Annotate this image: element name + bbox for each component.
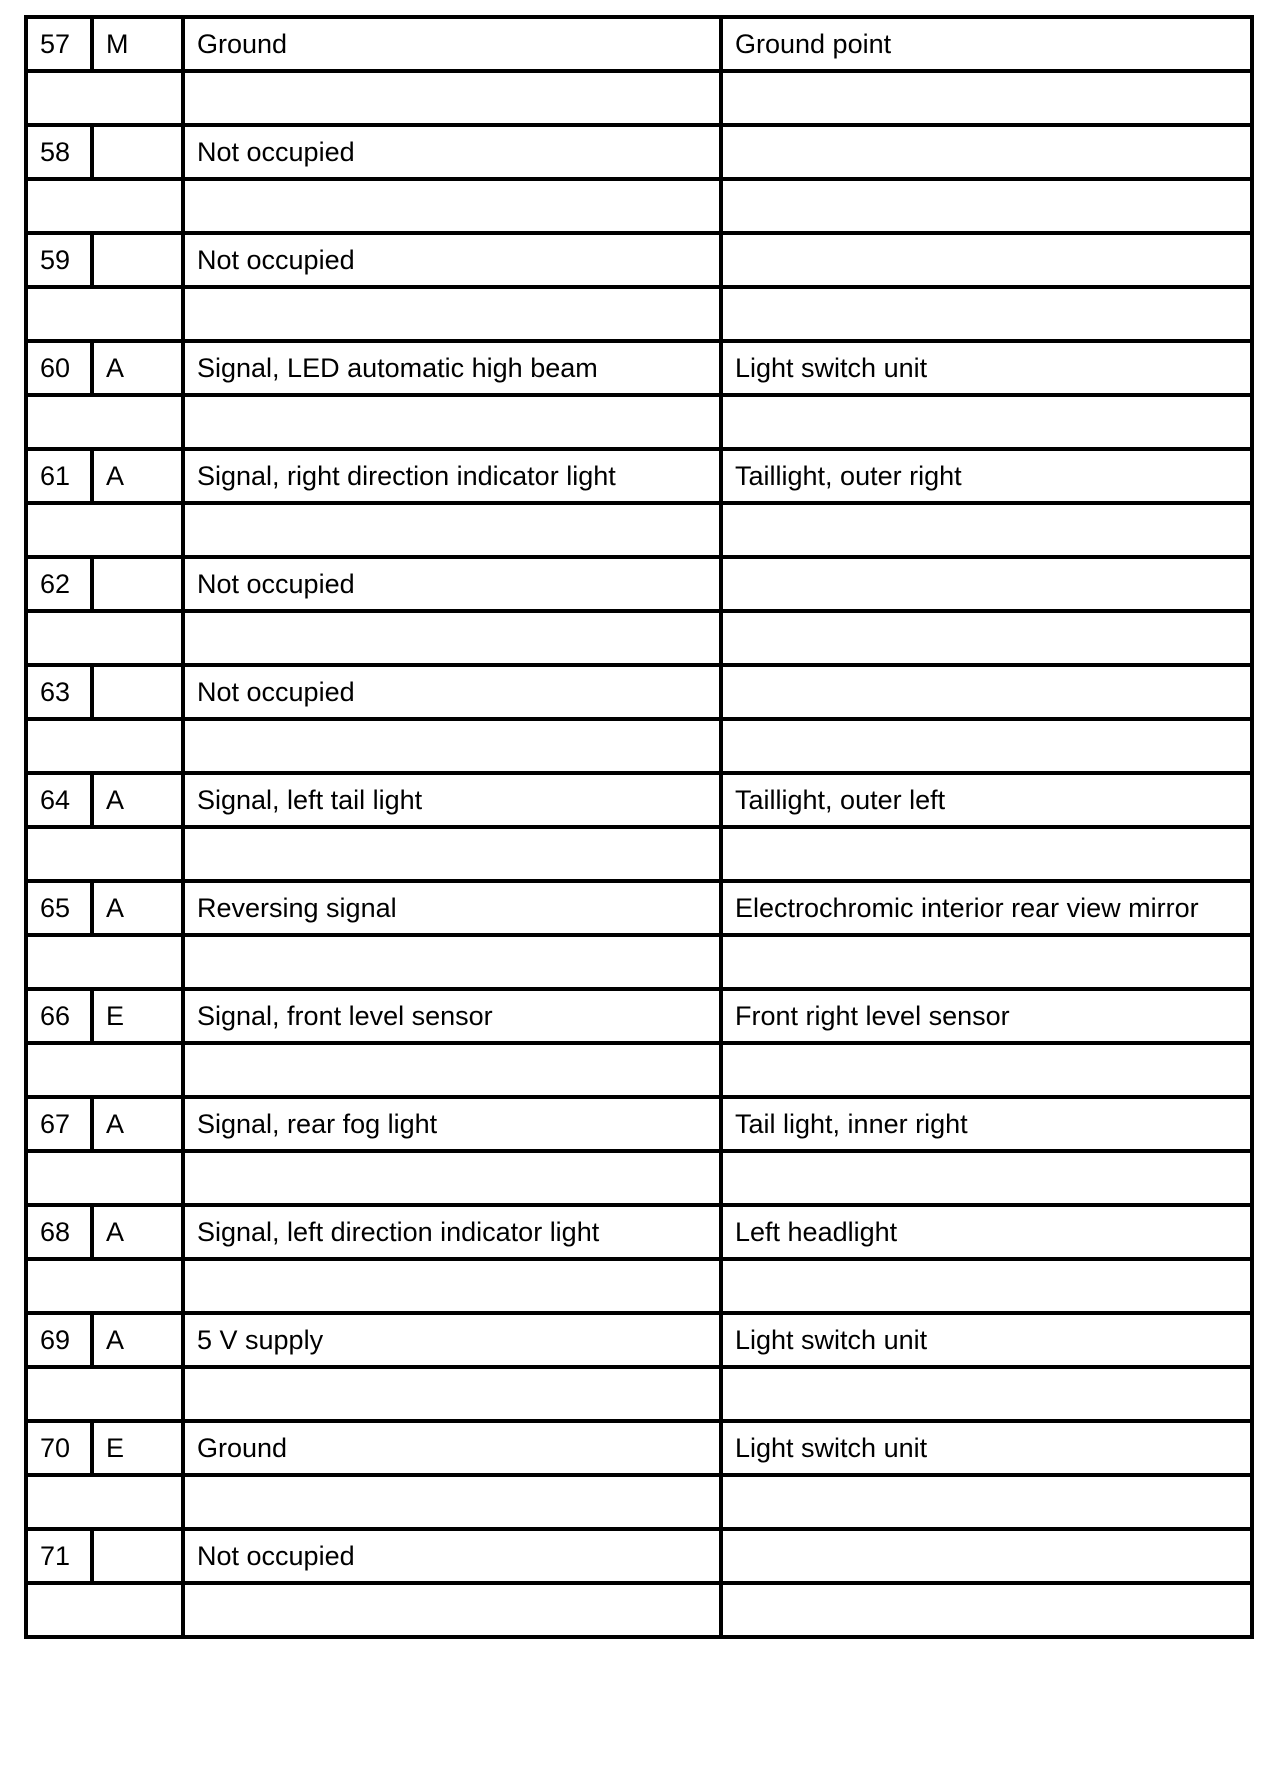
signal-description-cell: Ground (183, 1421, 721, 1475)
spacer-cell (183, 287, 721, 341)
spacer-cell (183, 935, 721, 989)
spacer-cell (183, 1151, 721, 1205)
table-row (26, 989, 1252, 1043)
spacer-row (26, 1151, 1252, 1205)
pin-type-cell: A (92, 1097, 183, 1151)
connected-component-cell (721, 1529, 1252, 1583)
spacer-cell (26, 1367, 183, 1421)
pin-number-cell: 59 (26, 233, 92, 287)
spacer-cell (183, 395, 721, 449)
pin-number-cell: 58 (26, 125, 92, 179)
pin-type-cell (92, 1529, 183, 1583)
spacer-cell (721, 719, 1252, 773)
signal-description-cell: Not occupied (183, 233, 721, 287)
signal-description-cell: Not occupied (183, 665, 721, 719)
spacer-row (26, 1475, 1252, 1529)
pin-type-cell (92, 233, 183, 287)
pin-number-cell: 66 (26, 989, 92, 1043)
connected-component-cell: Ground point (721, 17, 1252, 71)
table-row (26, 881, 1252, 935)
connected-component-cell (721, 125, 1252, 179)
table-row (26, 1529, 1252, 1583)
spacer-cell (26, 1043, 183, 1097)
connected-component-cell (721, 665, 1252, 719)
spacer-row (26, 1259, 1252, 1313)
spacer-cell (721, 1151, 1252, 1205)
spacer-cell (721, 179, 1252, 233)
pin-number-cell: 70 (26, 1421, 92, 1475)
connected-component-cell: Taillight, outer left (721, 773, 1252, 827)
pin-number-cell: 62 (26, 557, 92, 611)
pin-type-cell: A (92, 341, 183, 395)
spacer-cell (26, 719, 183, 773)
spacer-cell (26, 503, 183, 557)
pin-type-cell: M (92, 17, 183, 71)
signal-description-cell: Signal, front level sensor (183, 989, 721, 1043)
pin-type-cell: A (92, 1205, 183, 1259)
spacer-cell (26, 611, 183, 665)
pin-type-cell (92, 557, 183, 611)
signal-description-cell: Not occupied (183, 557, 721, 611)
spacer-cell (26, 179, 183, 233)
spacer-cell (183, 719, 721, 773)
connected-component-cell (721, 233, 1252, 287)
table-row (26, 233, 1252, 287)
spacer-row (26, 935, 1252, 989)
spacer-row (26, 1043, 1252, 1097)
spacer-cell (26, 1259, 183, 1313)
spacer-cell (721, 71, 1252, 125)
spacer-cell (183, 1475, 721, 1529)
signal-description-cell: Reversing signal (183, 881, 721, 935)
pin-type-cell: A (92, 1313, 183, 1367)
table-row (26, 1421, 1252, 1475)
spacer-cell (26, 1583, 183, 1637)
table-row (26, 17, 1252, 71)
signal-description-cell: Signal, right direction indicator light (183, 449, 721, 503)
spacer-cell (183, 827, 721, 881)
spacer-cell (721, 287, 1252, 341)
pin-number-cell: 65 (26, 881, 92, 935)
spacer-row (26, 287, 1252, 341)
spacer-cell (26, 1475, 183, 1529)
spacer-cell (721, 1475, 1252, 1529)
spacer-cell (26, 827, 183, 881)
connected-component-cell: Taillight, outer right (721, 449, 1252, 503)
pin-number-cell: 69 (26, 1313, 92, 1367)
spacer-cell (721, 611, 1252, 665)
spacer-cell (721, 1259, 1252, 1313)
signal-description-cell: Ground (183, 17, 721, 71)
spacer-cell (26, 1151, 183, 1205)
spacer-cell (26, 935, 183, 989)
table-row (26, 341, 1252, 395)
pin-type-cell (92, 665, 183, 719)
spacer-cell (721, 503, 1252, 557)
table-row (26, 665, 1252, 719)
spacer-cell (721, 935, 1252, 989)
table-row (26, 773, 1252, 827)
table-row (26, 449, 1252, 503)
pin-number-cell: 67 (26, 1097, 92, 1151)
pin-type-cell: A (92, 881, 183, 935)
signal-description-cell: Not occupied (183, 125, 721, 179)
table-row (26, 1097, 1252, 1151)
pin-type-cell: E (92, 1421, 183, 1475)
connected-component-cell: Electrochromic interior rear view mirror (721, 881, 1252, 935)
spacer-row (26, 71, 1252, 125)
connected-component-cell: Tail light, inner right (721, 1097, 1252, 1151)
spacer-row (26, 395, 1252, 449)
spacer-row (26, 611, 1252, 665)
spacer-row (26, 719, 1252, 773)
connected-component-cell: Light switch unit (721, 1421, 1252, 1475)
signal-description-cell: Signal, left tail light (183, 773, 721, 827)
spacer-cell (183, 1043, 721, 1097)
pin-table-body (26, 17, 1252, 1637)
connected-component-cell: Light switch unit (721, 1313, 1252, 1367)
signal-description-cell: 5 V supply (183, 1313, 721, 1367)
table-row (26, 557, 1252, 611)
spacer-row (26, 179, 1252, 233)
spacer-cell (183, 71, 721, 125)
spacer-row (26, 1583, 1252, 1637)
table-row (26, 125, 1252, 179)
spacer-cell (721, 1043, 1252, 1097)
connected-component-cell: Front right level sensor (721, 989, 1252, 1043)
pin-type-cell: A (92, 449, 183, 503)
signal-description-cell: Signal, rear fog light (183, 1097, 721, 1151)
spacer-cell (26, 71, 183, 125)
spacer-cell (721, 1367, 1252, 1421)
spacer-cell (721, 395, 1252, 449)
spacer-cell (183, 1583, 721, 1637)
spacer-cell (721, 827, 1252, 881)
spacer-cell (721, 1583, 1252, 1637)
spacer-cell (26, 395, 183, 449)
spacer-row (26, 503, 1252, 557)
connected-component-cell: Left headlight (721, 1205, 1252, 1259)
spacer-cell (183, 503, 721, 557)
pin-type-cell: E (92, 989, 183, 1043)
table-row (26, 1313, 1252, 1367)
spacer-cell (26, 287, 183, 341)
pin-number-cell: 71 (26, 1529, 92, 1583)
pin-number-cell: 60 (26, 341, 92, 395)
pin-number-cell: 64 (26, 773, 92, 827)
pin-number-cell: 63 (26, 665, 92, 719)
signal-description-cell: Signal, LED automatic high beam (183, 341, 721, 395)
connected-component-cell: Light switch unit (721, 341, 1252, 395)
pin-type-cell (92, 125, 183, 179)
spacer-cell (183, 611, 721, 665)
spacer-row (26, 827, 1252, 881)
signal-description-cell: Not occupied (183, 1529, 721, 1583)
table-row (26, 1205, 1252, 1259)
pin-number-cell: 68 (26, 1205, 92, 1259)
pin-number-cell: 61 (26, 449, 92, 503)
pin-type-cell: A (92, 773, 183, 827)
spacer-cell (183, 179, 721, 233)
signal-description-cell: Signal, left direction indicator light (183, 1205, 721, 1259)
connected-component-cell (721, 557, 1252, 611)
pin-assignment-table (24, 15, 1254, 1639)
spacer-row (26, 1367, 1252, 1421)
pin-number-cell: 57 (26, 17, 92, 71)
spacer-cell (183, 1367, 721, 1421)
spacer-cell (183, 1259, 721, 1313)
